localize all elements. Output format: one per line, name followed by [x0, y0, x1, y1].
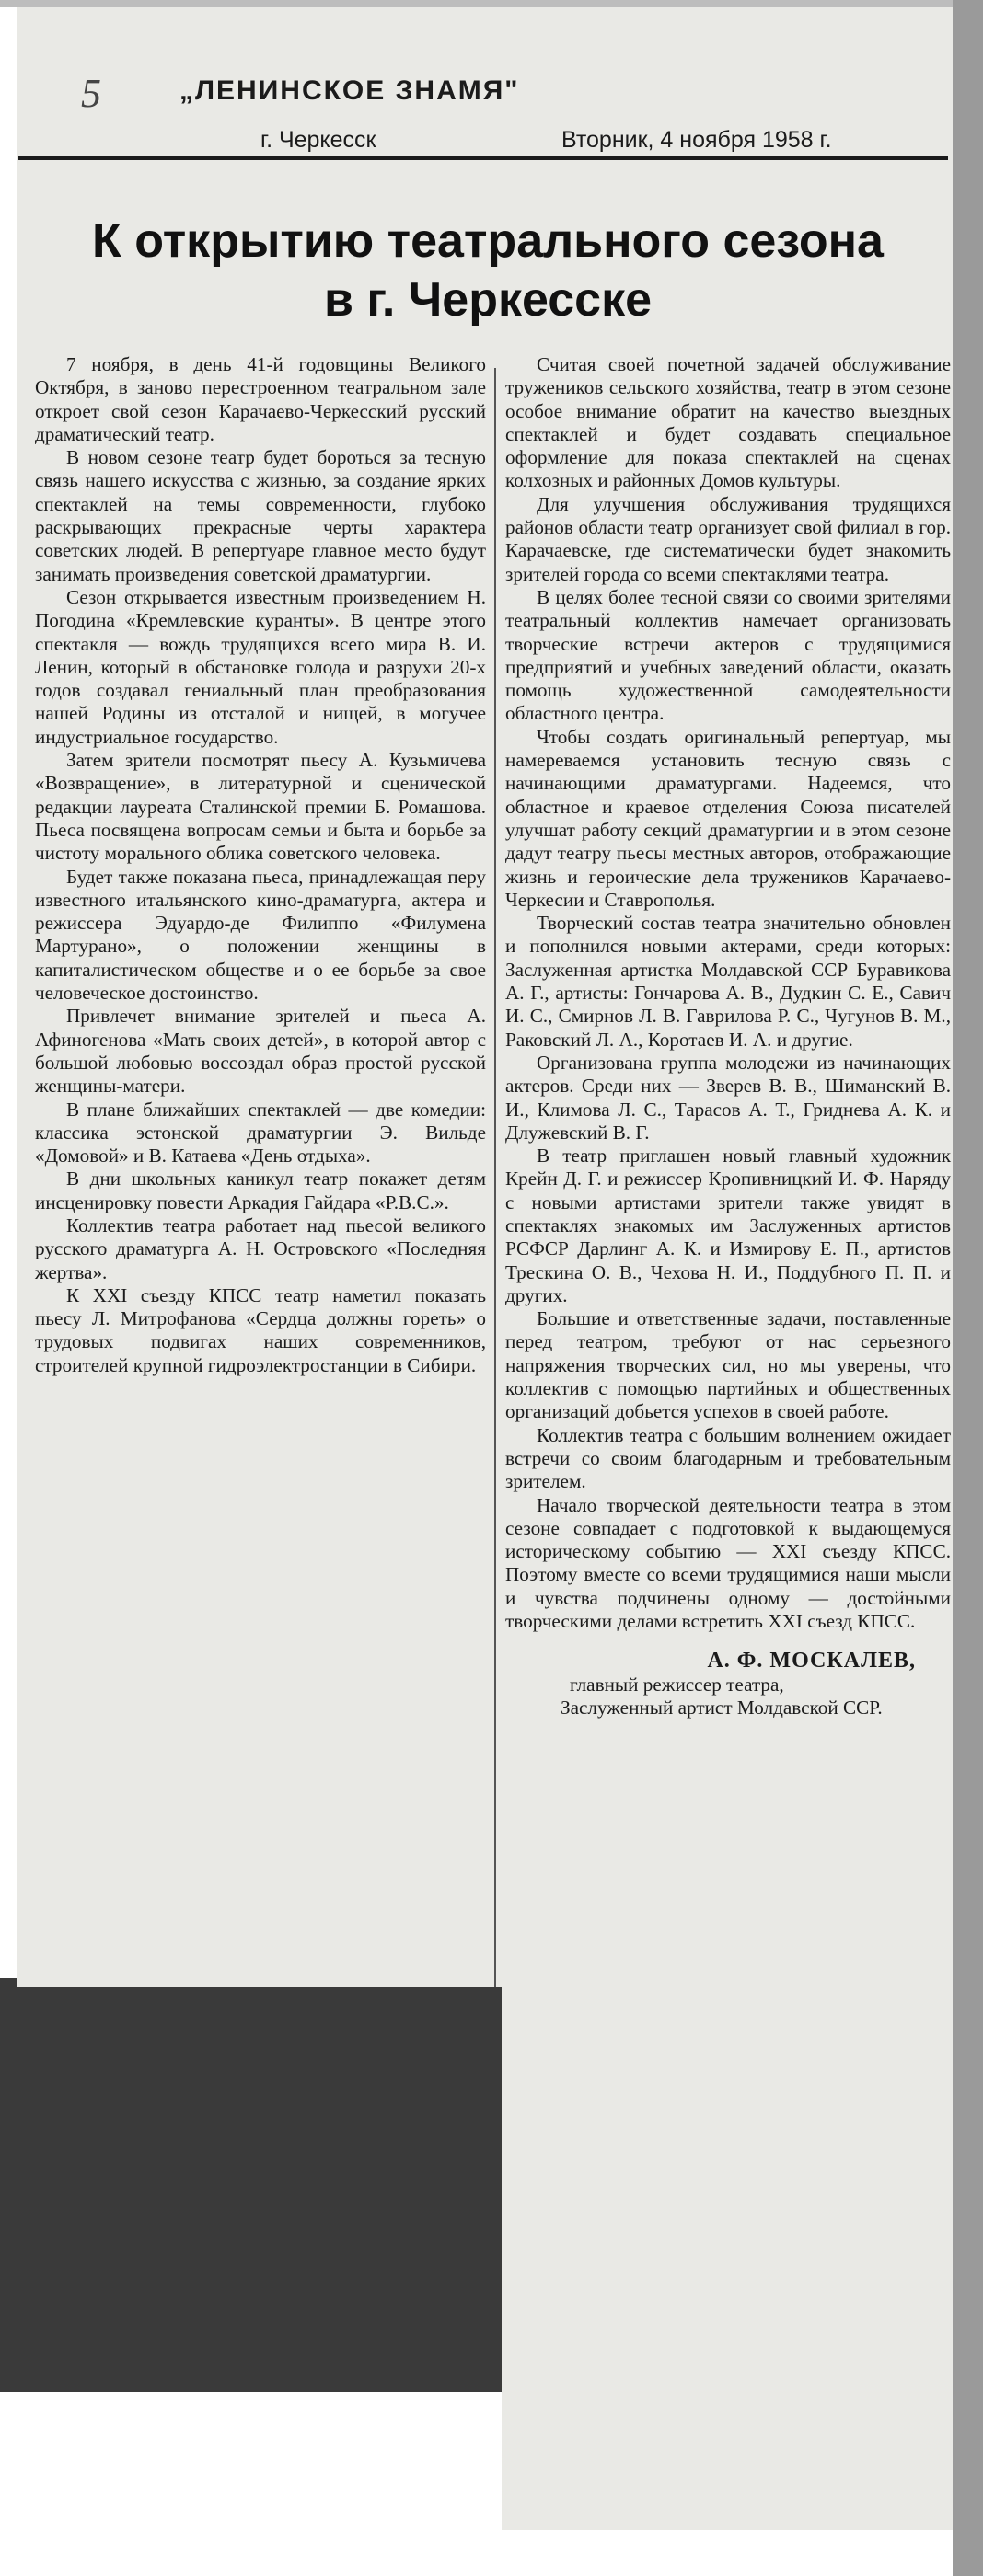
- author-honor: Заслуженный артист Молдавской ССР.: [561, 1696, 883, 1719]
- paragraph: Коллектив театра с большим волнением ожидает встречи со своим благодарным и требовательным зрителем.: [505, 1423, 951, 1493]
- headline-line-2: в г. Черкесске: [323, 273, 653, 327]
- scan-background: [0, 1978, 502, 2392]
- paragraph: Творческий состав театра значительно обновлен и пополнился новыми актерами, среди которых: Заслуженная артистка Молдавской ССР Буравикова А. Г., артисты: Гончарова А. В., Дудкин С. Е., Савич И. С., Смирнов Л. В. Гаврилова Р. С., Чугунов В. М., Раковский Л. А., Коротаев И. А. и другие.: [505, 912, 951, 1051]
- article-column-left: [35, 353, 486, 1377]
- clipping-continuation: [502, 1978, 953, 2530]
- city-label: г. Черкесск: [260, 127, 376, 153]
- article-headline: [28, 212, 948, 329]
- paragraph: Большие и ответственные задачи, поставленные перед театром, требуют от нас серьезного напряжения творческих сил, но мы уверены, что коллектив с помощью партийных и общественных организаций добьется успехов в своей работе.: [505, 1307, 951, 1423]
- paragraph: В театр приглашен новый главный художник Крейн Д. Г. и режиссер Кропивницкий И. Ф. Наряду с новыми артистами зрители также увидят в спектаклях знакомых им Заслуженных артистов РСФСР Дарлинг А. К. и Измирову Е. П., артистов Трескина О. В., Чехова Н. И., Поддубного П. П. и других.: [505, 1144, 951, 1306]
- paragraph: В целях более тесной связи со своими зрителями театральный коллектив намечает организовать творческие встречи актеров с трудящимися предприятий и учебных заведений области, оказать помощь художественной самодеятельности областного центра.: [505, 585, 951, 725]
- article-column-right: [505, 353, 951, 1719]
- paragraph: В дни школьных каникул театр покажет детям инсценировку повести Аркадия Гайдара «Р.В.С.».: [35, 1167, 486, 1213]
- header-rule: [18, 156, 948, 160]
- clipping-tail: [17, 1978, 502, 1987]
- paragraph: К XXI съезду КПСС театр наметил показать пьесу Л. Митрофанова «Сердца должны гореть» о трудовых подвигах наших современников, строителей крупной гидроэлектростанции в Сибири.: [35, 1283, 486, 1376]
- paragraph: Для улучшения обслуживания трудящихся районов области театр организует свой филиал в гор. Карачаевске, где систематически будет знакомить зрителей города со всеми спектаклями театра.: [505, 492, 951, 585]
- paragraph: Считая своей почетной задачей обслуживание тружеников сельского хозяйства, театр в этом сезоне особое внимание обратит на качество выездных спектаклей и будет создавать специальное оформление для показа спектаклей на сценах колхозных и районных Домов культуры.: [505, 353, 951, 492]
- paragraph: Организована группа молодежи из начинающих актеров. Среди них — Зверев В. В., Шиманский В. И., Климова Л. С., Тарасов А. Т., Гриднева А. К. и Длужевский В. Г.: [505, 1051, 951, 1144]
- scan-edge-right: [953, 0, 983, 2576]
- paragraph: В новом сезоне театр будет бороться за тесную связь нашего искусства с жизнью, за создание ярких спектаклей на темы современности, глубоко раскрывающих прекрасные черты характера советских людей. В репертуаре главное место будут занимать произведения советской драматургии.: [35, 446, 486, 585]
- author-title: главный режиссер театра,: [570, 1673, 784, 1696]
- paragraph: Затем зрители посмотрят пьесу А. Кузьмичева «Возвращение», в литературной и сценической редакции лауреата Сталинской премии Б. Ромашова. Пьеса посвящена вопросам семьи и быта и борьбе за чистоту морального облика советского человека.: [35, 749, 486, 865]
- author-name: А. Ф. МОСКАЛЕВ,: [707, 1649, 916, 1673]
- newspaper-name: „ЛЕНИНСКОЕ ЗНАМЯ": [179, 75, 520, 106]
- paragraph: Сезон открывается известным произведением Н. Погодина «Кремлевские куранты». В центре этого спектакля — вождь трудящихся всего мира В. И. Ленин, который в обстановке голода и разрухи 20-х годов создавал гениальный план преобразования нашей Родины из отсталой и нищей, в могучее индустриальное государство.: [35, 585, 486, 748]
- paragraph: Коллектив театра работает над пьесой великого русского драматурга А. Н. Островского «Последняя жертва».: [35, 1213, 486, 1283]
- column-divider: [494, 368, 496, 1987]
- issue-date: Вторник, 4 ноября 1958 г.: [561, 127, 832, 153]
- paragraph: 7 ноября, в день 41-й годовщины Великого Октября, в заново перестроенном театральном зале откроет свой сезон Карачаево-Черкесский русский драматический театр.: [35, 353, 486, 445]
- paragraph: Чтобы создать оригинальный репертуар, мы намереваемся установить тесную связь с начинающими драматургами. Надеемся, что областное и краевое отделения Союза писателей улучшат работу секций драматургии и в этом сезоне дадут театру пьесы местных авторов, отображающие жизнь и героические дела тружеников Карачаево-Черкесии и Ставрополья.: [505, 725, 951, 911]
- scan-edge-top: [0, 0, 983, 7]
- paragraph: Будет также показана пьеса, принадлежащая перу известного итальянского кино-драматурга, актера и режиссера Эдуардо-де Филиппо «Филумена Мартурано», о положении женщины в капиталистическом обществе и о ее борьбе за свое человеческое достоинство.: [35, 865, 486, 1005]
- paragraph: В плане ближайших спектаклей — две комедии: классика эстонской драматургии Э. Вильде «Домовой» и В. Катаева «День отдыха».: [35, 1098, 486, 1167]
- headline-line-1: К открытию театрального сезона: [92, 214, 884, 268]
- paragraph: Начало творческой деятельности театра в этом сезоне совпадает с подготовкой к выдающемуся историческому событию — XXI съезду КПСС. Поэтому вместе со всеми трудящимися наши мысли и чувства подчинены одному — достойными творческими делами встретить XXI съезд КПСС.: [505, 1493, 951, 1633]
- paragraph: Привлечет внимание зрителей и пьеса А. Афиногенова «Мать своих детей», в которой автор с большой любовью воссоздал образ простой русской женщины-матери.: [35, 1005, 486, 1098]
- handwritten-mark: 5: [81, 71, 101, 116]
